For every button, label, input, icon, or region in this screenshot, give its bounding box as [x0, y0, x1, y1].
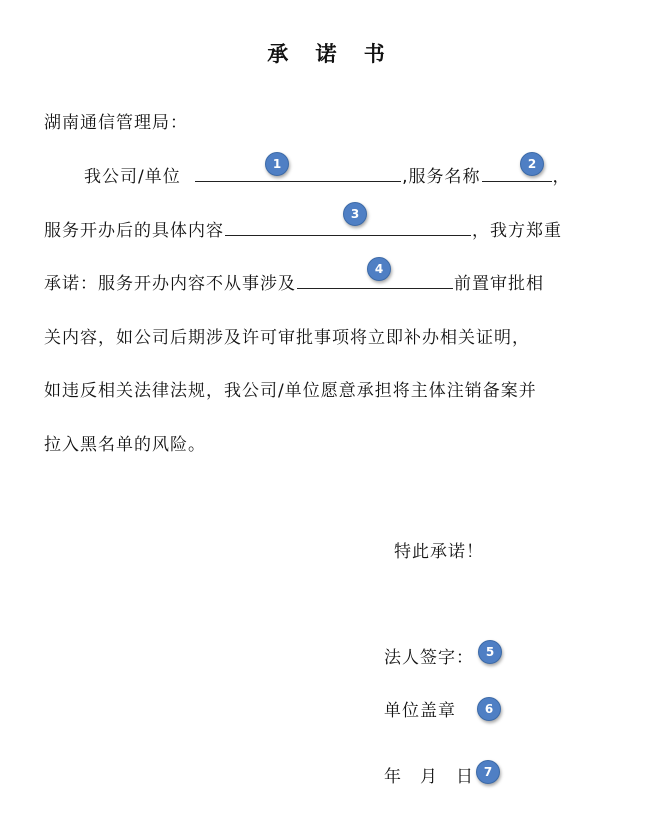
- service-content-label: 服务开办后的具体内容: [44, 221, 224, 241]
- marker-5-icon: 5: [478, 640, 502, 664]
- paragraph-line-3: [44, 269, 544, 294]
- marker-3-icon: 3: [343, 202, 367, 226]
- marker-7-icon: 7: [476, 760, 500, 784]
- paragraph-line-4: 关内容，如公司后期涉及许可审批事项将立即补办相关证明，: [44, 328, 530, 348]
- approval-text: 前置审批相: [454, 274, 544, 294]
- addressee: 湖南通信管理局：: [44, 113, 188, 133]
- service-name-label: ,服务名称: [402, 167, 481, 187]
- paragraph-line-1: [84, 162, 571, 187]
- marker-1-icon: 1: [265, 152, 289, 176]
- marker-4-icon: 4: [367, 257, 391, 281]
- closing-text: 特此承诺！: [394, 542, 484, 562]
- comma: ，: [552, 167, 571, 187]
- company-name-field[interactable]: [195, 164, 401, 182]
- paragraph-line-6: 拉入黑名单的风险。: [44, 435, 206, 455]
- date-label: 年 月 日: [384, 767, 474, 787]
- legal-person-signature-label: 法人签字：: [384, 648, 474, 668]
- document-title: 承 诺 书: [267, 42, 395, 66]
- company-seal-label: 单位盖章: [384, 701, 456, 721]
- paragraph-line-5: 如违反相关法律法规，我公司/单位愿意承担将主体注销备案并: [44, 381, 537, 401]
- marker-6-icon: 6: [477, 697, 501, 721]
- paragraph-line-2: [44, 216, 562, 241]
- marker-2-icon: 2: [520, 152, 544, 176]
- pledge-label: 承诺：服务开办内容不从事涉及: [44, 274, 296, 294]
- company-label: 我公司/单位: [84, 167, 181, 187]
- pledge-text: ，我方郑重: [472, 221, 562, 241]
